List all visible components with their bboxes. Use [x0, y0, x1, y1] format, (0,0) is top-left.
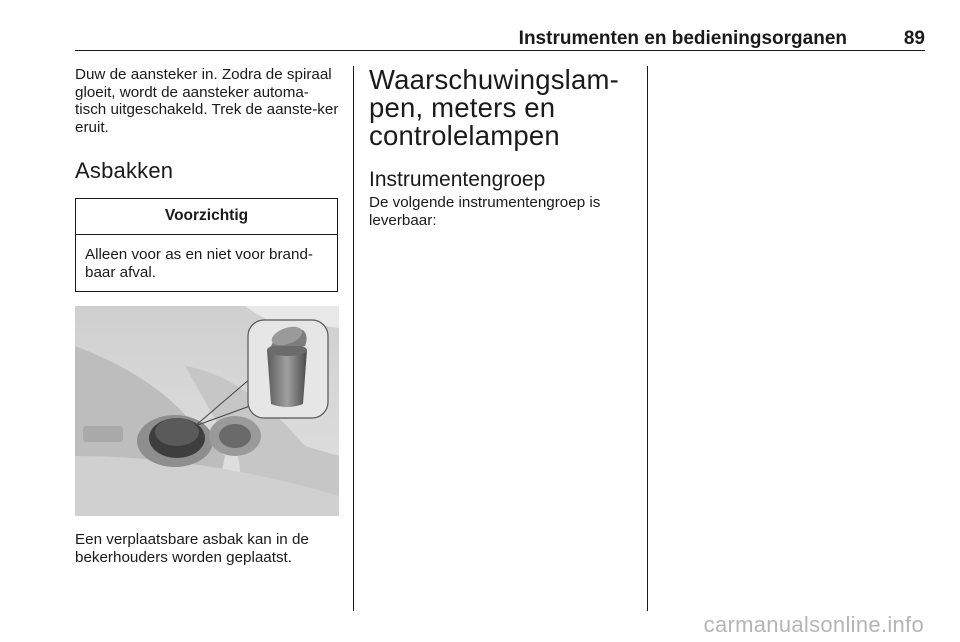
- page-number: 89: [903, 28, 925, 49]
- column-divider: [647, 66, 648, 611]
- section-heading: Asbakken: [75, 158, 174, 183]
- left-column: [75, 66, 339, 566]
- watermark: carmanualsonline.info: [703, 612, 924, 637]
- body-paragraph: De volgende instrumentengroep is leverbaar:: [369, 194, 601, 229]
- intro-paragraph: Duw de aansteker in. Zodra de spiraal gloeit, wordt de aansteker automa-tisch uitgeschakeld. Trek de aanste-ker eruit.: [75, 66, 339, 136]
- subheading: Instrumentengroep: [369, 168, 546, 191]
- ashtray-in-cupholder-illustration: [75, 306, 339, 516]
- chapter-heading: Waarschuwingslam-pen, meters en controlelampen: [369, 64, 619, 151]
- illustration-caption: Een verplaatsbare asbak kan in de bekerhouders worden geplaatst.: [75, 531, 309, 566]
- warning-box: [75, 198, 338, 292]
- running-header-title: Instrumenten en bedieningsorganen: [518, 28, 847, 49]
- column-divider: [353, 66, 354, 611]
- warning-text: Alleen voor as en niet voor brand-baar afval.: [85, 246, 313, 281]
- header-rule: [75, 50, 925, 51]
- page-header: [75, 28, 925, 50]
- warning-title: Voorzichtig: [76, 199, 337, 235]
- middle-column: [369, 66, 631, 229]
